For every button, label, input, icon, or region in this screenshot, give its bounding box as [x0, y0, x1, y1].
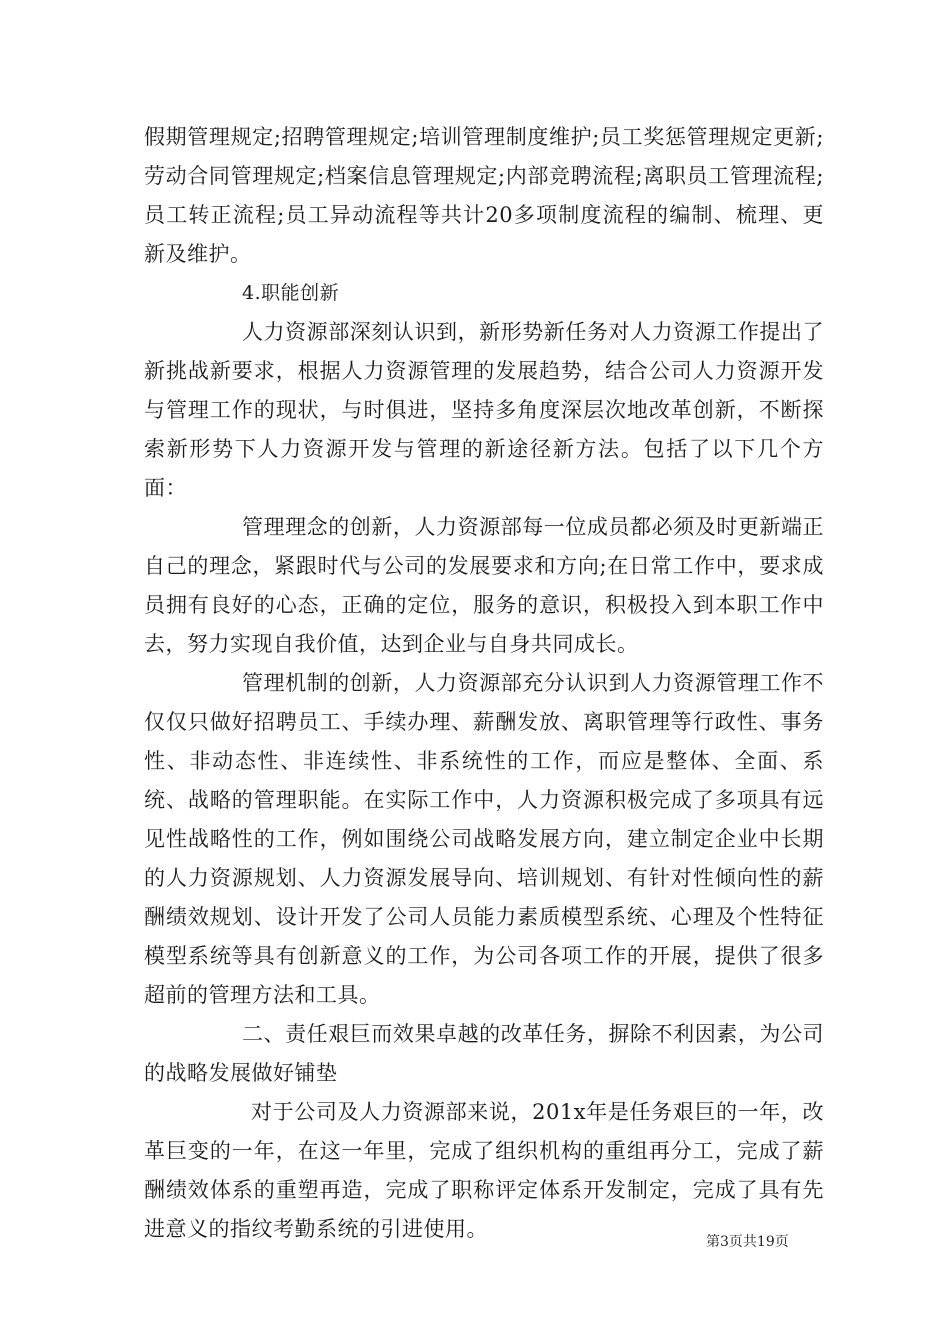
paragraph-policy-list: 假期管理规定;招聘管理规定;培训管理制度维护;员工奖惩管理规定更新;劳动合同管理规定;档案信息管理规定;内部竞聘流程;离职员工管理流程;员工转正流程;员工异动流程等共计20多项制度流程的编制、梳理、更新及维护。: [144, 125, 824, 266]
document-body: [144, 118, 824, 1249]
paragraph-reform-summary: 对于公司及人力资源部来说，201x年是任务艰巨的一年，改革巨变的一年，在这一年里，完成了组织机构的重组再分工，完成了薪酬绩效体系的重塑再造，完成了职称评定体系开发制定，完成了具有先进意义的指纹考勤系统的引进使用。: [144, 1100, 824, 1241]
page-number-footer: 第3页共19页: [706, 1234, 789, 1250]
paragraph-mechanism-innovation: 管理机制的创新，人力资源部充分认识到人力资源管理工作不仅仅只做好招聘员工、手续办理、薪酬发放、离职管理等行政性、事务性、非动态性、非连续性、非系统性的工作，而应是整体、全面、系统、战略的管理职能。在实际工作中，人力资源积极完成了多项具有远见性战略性的工作，例如围绕公司战略发展方向，建立制定企业中长期的人力资源规划、人力资源发展导向、培训规划、有针对性倾向性的薪酬绩效规划、设计开发了公司人员能力素质模型系统、心理及个性特征模型系统等具有创新意义的工作，为公司各项工作的开展，提供了很多超前的管理方法和工具。: [144, 671, 824, 1007]
paragraph-concept-innovation: 管理理念的创新，人力资源部每一位成员都必须及时更新端正自己的理念，紧跟时代与公司的发展要求和方向;在日常工作中，要求成员拥有良好的心态，正确的定位，服务的意识，积极投入到本职工作中去，努力实现自我价值，达到企业与自身共同成长。: [144, 515, 824, 656]
paragraph-innovation-intro: 人力资源部深刻认识到，新形势新任务对人力资源工作提出了新挑战新要求，根据人力资源管理的发展趋势，结合公司人力资源开发与管理工作的现状，与时俱进，坚持多角度深层次地改革创新，不断探索新形势下人力资源开发与管理的新途径新方法。包括了以下几个方面：: [144, 320, 824, 500]
section-heading-reform-tasks: 二、责任艰巨而效果卓越的改革任务，摒除不利因素，为公司的战略发展做好铺垫: [144, 1022, 824, 1085]
section-heading-function-innovation: 4.职能创新: [242, 282, 340, 304]
